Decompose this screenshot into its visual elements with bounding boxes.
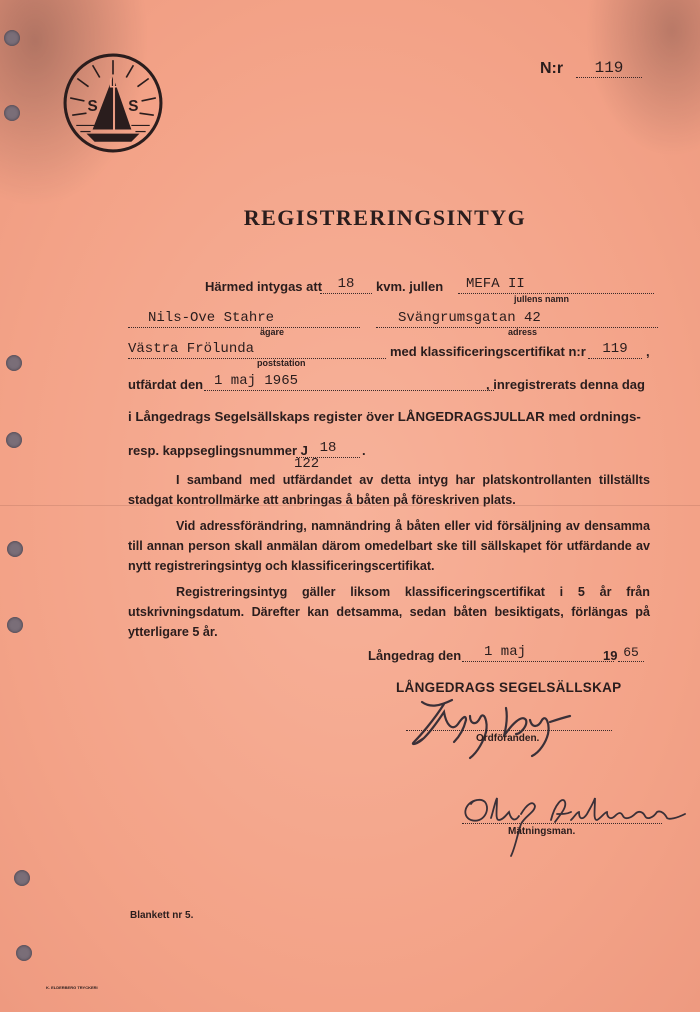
- boat-name-caption: jullens namn: [514, 294, 570, 304]
- place-label: Långedrag den: [368, 648, 462, 663]
- address-caption: adress: [508, 327, 538, 337]
- year-prefix: 19: [603, 648, 618, 663]
- dot: .: [362, 443, 366, 458]
- postal-caption: poststation: [257, 358, 306, 368]
- binder-hole: [7, 541, 23, 557]
- certificate-label: med klassificeringscertifikat n:r: [390, 344, 586, 359]
- measurer-signature-line: [462, 822, 662, 824]
- binder-hole: [4, 105, 20, 121]
- address: Svängrumsgatan 42: [376, 310, 658, 328]
- binder-hole: [14, 870, 30, 886]
- owner-name: Nils-Ove Stahre: [128, 310, 360, 328]
- binder-hole: [7, 617, 23, 633]
- paragraph-changes: Vid adressförändring, namnändring å båten eller vid försäljning av densamma till annan person skall anmälan därom omedelbart ske till sällskapet för utfärdande av nytt registreringsintyg och klassificeringscertifikat.: [128, 519, 650, 573]
- boat-name: MEFA II: [458, 276, 654, 294]
- line1-prefix: Härmed intygas att: [205, 279, 323, 294]
- owner-caption: ägare: [260, 327, 285, 337]
- signing-date: 1 maj: [462, 644, 614, 662]
- race-number-below: 122: [294, 456, 320, 472]
- number-label: N:r: [540, 60, 564, 77]
- issued-suffix: , inregistrerats denna dag: [486, 377, 645, 392]
- postal-town: Västra Frölunda: [128, 341, 386, 359]
- race-number: 18: [296, 440, 360, 458]
- logo-letter: S: [87, 98, 98, 116]
- comma: ,: [646, 344, 650, 359]
- binder-hole: [6, 355, 22, 371]
- form-number: Blankett nr 5.: [130, 910, 194, 921]
- sls-logo: [62, 52, 164, 154]
- organisation-name: LÅNGEDRAGS SEGELSÄLLSKAP: [396, 680, 622, 695]
- paragraph-validity: Registreringsintyg gäller liksom klassificeringscertifikat i 5 år från utskrivningsdatum. Därefter kan detsamma, sedan båten besiktigats, förlängas på ytterligare 5 år.: [128, 585, 650, 639]
- binder-hole: [4, 30, 20, 46]
- issued-prefix: utfärdat den: [128, 377, 204, 392]
- year-suffix: 65: [618, 644, 644, 662]
- page-title: REGISTRERINGSINTYG: [243, 205, 527, 230]
- certificate-number: 119: [588, 341, 642, 359]
- logo-letter: S: [128, 98, 139, 116]
- chairman-caption: Ordföranden.: [476, 733, 540, 744]
- kvm-value: 18: [320, 276, 372, 294]
- paragraph-control-mark: I samband med utfärdandet av detta intyg har platskontrollanten tillställts stadgat kontrollmärke att anbringas å båten på föreskriven plats.: [128, 473, 650, 507]
- issued-date: 1 maj 1965: [204, 373, 494, 391]
- measurer-caption: Mätningsman.: [508, 826, 576, 837]
- binder-hole: [6, 432, 22, 448]
- printer-imprint: K. ELDERBERG TRYCKERI: [46, 985, 98, 990]
- number-value: 119: [576, 59, 642, 78]
- logo-letter: L: [108, 75, 118, 91]
- chairman-signature-line: [406, 729, 612, 731]
- race-number-label: resp. kappseglingsnummer J: [128, 443, 308, 458]
- line1-mid: kvm. jullen: [376, 279, 444, 294]
- register-text: i Långedrags Segelsällskaps register över LÅNGEDRAGSJULLAR med ordnings-: [128, 409, 641, 424]
- binder-hole: [16, 945, 32, 961]
